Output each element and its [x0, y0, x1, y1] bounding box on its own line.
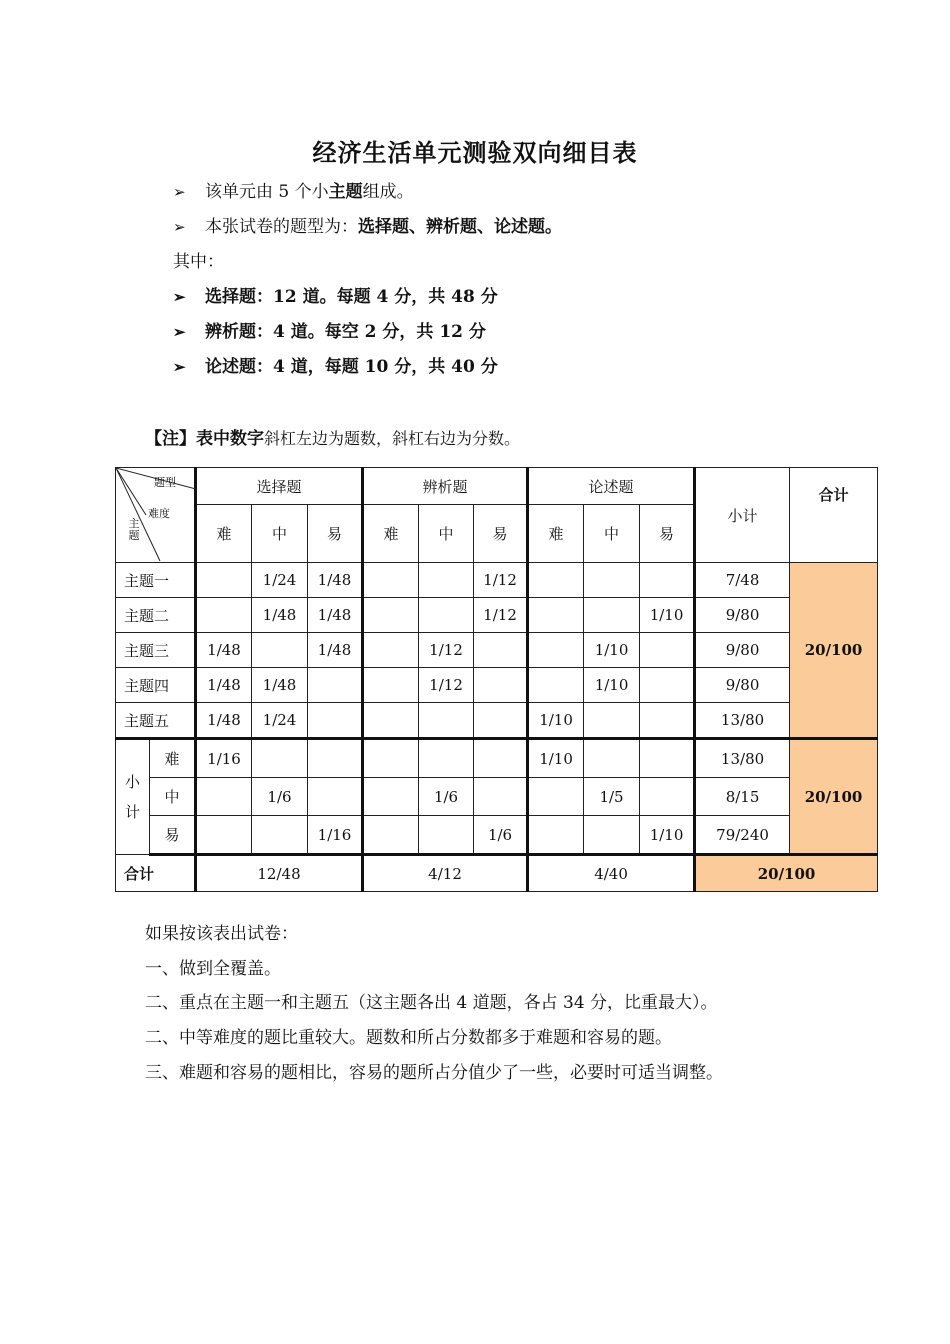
table-cell: 1/48 — [308, 598, 363, 633]
grand-total: 20/100 — [695, 855, 878, 892]
arrow-bullet-icon: ➢ — [173, 358, 186, 376]
table-row — [116, 778, 878, 816]
table-cell: 1/12 — [474, 563, 528, 598]
group-header-analysis: 辨析题 — [363, 468, 528, 505]
table-cell: 1/48 — [252, 598, 308, 633]
bullet-essay — [173, 352, 498, 377]
table-cell — [640, 703, 695, 739]
row-subtotal: 13/80 — [695, 739, 790, 778]
page-title: 经济生活单元测验双向细目表 — [312, 139, 638, 167]
diff-header: 中 — [252, 505, 308, 563]
topic-label: 主题二 — [116, 598, 196, 633]
diff-header: 难 — [528, 505, 584, 563]
table-row — [116, 668, 878, 703]
table-cell: 1/48 — [196, 633, 252, 668]
conclusion-intro: 如果按该表出试卷： — [145, 924, 298, 944]
table-row — [116, 703, 878, 739]
table-cell — [363, 668, 419, 703]
table-cell — [363, 816, 419, 855]
table-cell — [419, 739, 474, 778]
table-cell: 1/16 — [196, 739, 252, 778]
corner-type-label: 题型 — [154, 476, 176, 489]
table-note — [145, 424, 520, 449]
group-header-choice: 选择题 — [196, 468, 363, 505]
table-cell: 1/48 — [308, 633, 363, 668]
total-header: 合计 — [790, 468, 878, 563]
table-cell — [528, 816, 584, 855]
table-row — [116, 563, 878, 598]
bullet-bold: 主题 — [328, 182, 363, 202]
table-cell: 1/48 — [196, 668, 252, 703]
bullet-text: 该单元由 5 个小 — [205, 182, 329, 202]
table-row — [116, 598, 878, 633]
table-cell — [528, 563, 584, 598]
table-cell: 1/48 — [196, 703, 252, 739]
table-cell: 1/5 — [584, 778, 640, 816]
table-cell — [363, 563, 419, 598]
corner-cell — [116, 468, 196, 563]
table-cell — [584, 816, 640, 855]
table-cell — [528, 668, 584, 703]
table-cell — [419, 563, 474, 598]
table-cell: 1/24 — [252, 563, 308, 598]
table-cell: 1/6 — [419, 778, 474, 816]
bullet-text: 选择题：12 道。每题 4 分，共 48 分 — [205, 287, 498, 307]
bullet-topics — [173, 177, 414, 202]
table-cell — [196, 816, 252, 855]
diff-header: 难 — [196, 505, 252, 563]
table-cell — [363, 778, 419, 816]
table-cell — [474, 778, 528, 816]
table-cell — [419, 598, 474, 633]
table-cell — [252, 633, 308, 668]
difficulty-label: 易 — [150, 816, 196, 855]
table-cell: 1/24 — [252, 703, 308, 739]
difficulty-label: 难 — [150, 739, 196, 778]
conclusion-item: 一、做到全覆盖。 — [145, 959, 281, 979]
row-subtotal: 9/80 — [695, 633, 790, 668]
table-cell — [308, 703, 363, 739]
row-subtotal: 79/240 — [695, 816, 790, 855]
note-bold: 【注】表中数字 — [145, 429, 264, 449]
table-cell: 1/10 — [584, 668, 640, 703]
subtotal-header: 小计 — [695, 468, 790, 563]
table-cell: 1/48 — [308, 563, 363, 598]
table-row — [116, 855, 878, 892]
bullet-text: 论述题：4 道，每题 10 分，共 40 分 — [205, 357, 498, 377]
arrow-bullet-icon: ➢ — [173, 183, 186, 201]
table-cell — [474, 633, 528, 668]
bullet-bold: 选择题、辨析题、论述题。 — [358, 217, 562, 237]
topic-label: 主题五 — [116, 703, 196, 739]
table-cell: 1/6 — [474, 816, 528, 855]
row-subtotal: 13/80 — [695, 703, 790, 739]
conclusion-item: 三、难题和容易的题相比，容易的题所占分值少了一些，必要时可适当调整。 — [145, 1063, 723, 1083]
table-row — [116, 816, 878, 855]
diff-header: 易 — [474, 505, 528, 563]
table-cell — [308, 668, 363, 703]
table-cell — [363, 703, 419, 739]
topic-total: 20/100 — [790, 563, 878, 739]
table-cell: 1/12 — [419, 668, 474, 703]
table-cell — [363, 739, 419, 778]
table-cell — [640, 778, 695, 816]
spec-table — [115, 467, 878, 892]
table-row — [116, 633, 878, 668]
diff-header: 易 — [308, 505, 363, 563]
table-cell: 1/48 — [252, 668, 308, 703]
arrow-bullet-icon: ➢ — [173, 218, 186, 236]
table-cell — [640, 633, 695, 668]
topic-label: 主题一 — [116, 563, 196, 598]
table-cell — [584, 563, 640, 598]
table-cell: 1/10 — [528, 739, 584, 778]
conclusion-item: 二、重点在主题一和主题五（这主题各出 4 道题，各占 34 分，比重最大）。 — [145, 993, 718, 1013]
arrow-bullet-icon: ➢ — [173, 288, 186, 306]
note-text: 斜杠左边为题数，斜杠右边为分数。 — [264, 429, 521, 448]
table-cell: 1/10 — [528, 703, 584, 739]
table-cell — [528, 598, 584, 633]
table-cell — [584, 598, 640, 633]
total-choice: 12/48 — [196, 855, 363, 892]
table-cell — [363, 633, 419, 668]
table-cell — [528, 778, 584, 816]
bullet-text: 组成。 — [362, 182, 414, 202]
corner-topic-label: 主题 — [128, 517, 140, 542]
table-cell — [474, 739, 528, 778]
bullet-analysis — [173, 317, 486, 342]
total-row-label: 合计 — [116, 855, 196, 892]
row-subtotal: 9/80 — [695, 668, 790, 703]
difficulty-total: 20/100 — [790, 739, 878, 855]
table-cell — [419, 816, 474, 855]
table-cell — [308, 739, 363, 778]
diff-header: 易 — [640, 505, 695, 563]
table-cell: 1/10 — [640, 598, 695, 633]
bullet-types — [173, 212, 562, 237]
table-cell: 1/10 — [640, 816, 695, 855]
row-subtotal: 9/80 — [695, 598, 790, 633]
arrow-bullet-icon: ➢ — [173, 323, 186, 341]
table-cell — [640, 563, 695, 598]
table-cell — [584, 703, 640, 739]
row-subtotal: 7/48 — [695, 563, 790, 598]
conclusion-item: 二、中等难度的题比重较大。题数和所占分数都多于难题和容易的题。 — [145, 1028, 672, 1048]
table-cell — [474, 668, 528, 703]
table-cell: 1/6 — [252, 778, 308, 816]
table-cell — [640, 739, 695, 778]
table-cell — [419, 703, 474, 739]
difficulty-label: 中 — [150, 778, 196, 816]
total-essay: 4/40 — [528, 855, 695, 892]
among-label: 其中： — [173, 252, 224, 272]
table-cell — [196, 598, 252, 633]
group-header-essay: 论述题 — [528, 468, 695, 505]
topic-label: 主题四 — [116, 668, 196, 703]
table-row — [116, 739, 878, 778]
table-cell — [363, 598, 419, 633]
table-cell — [640, 668, 695, 703]
table-cell — [308, 778, 363, 816]
table-cell — [196, 778, 252, 816]
table-cell — [252, 739, 308, 778]
bullet-text: 本张试卷的题型为： — [205, 217, 358, 237]
table-cell: 1/12 — [419, 633, 474, 668]
table-cell — [474, 703, 528, 739]
table-cell — [528, 633, 584, 668]
table-cell — [196, 563, 252, 598]
topic-label: 主题三 — [116, 633, 196, 668]
table-cell: 1/12 — [474, 598, 528, 633]
bullet-choice — [173, 282, 498, 307]
table-cell — [584, 739, 640, 778]
diff-header: 中 — [584, 505, 640, 563]
table-cell — [252, 816, 308, 855]
table-cell: 1/16 — [308, 816, 363, 855]
bullet-text: 辨析题：4 道。每空 2 分，共 12 分 — [205, 322, 486, 342]
corner-difficulty-label: 难度 — [148, 507, 170, 520]
diff-header: 难 — [363, 505, 419, 563]
total-analysis: 4/12 — [363, 855, 528, 892]
table-cell: 1/10 — [584, 633, 640, 668]
subtotal-side-label: 小 计 — [116, 739, 150, 855]
diff-header: 中 — [419, 505, 474, 563]
row-subtotal: 8/15 — [695, 778, 790, 816]
